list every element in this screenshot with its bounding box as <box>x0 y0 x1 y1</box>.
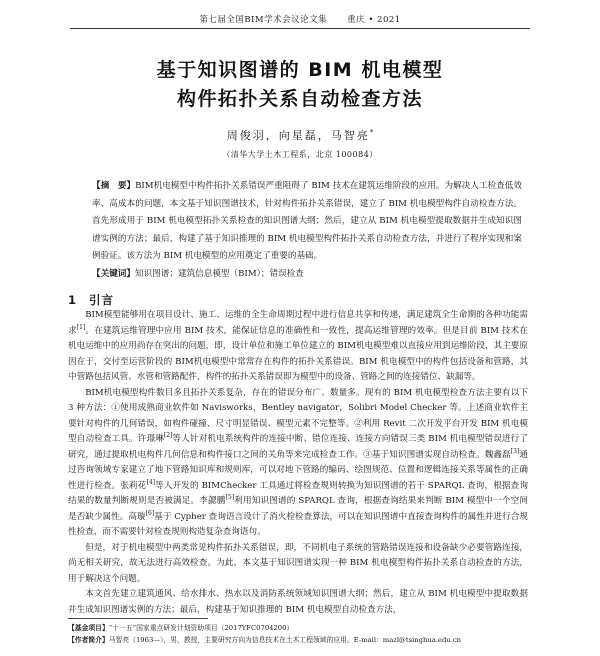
author-bio-label: 【作者简介】 <box>68 636 109 644</box>
author-list <box>0 127 600 143</box>
section-heading <box>68 292 114 308</box>
running-header <box>0 13 600 25</box>
fund-text: “十一五”国家重点研发计划资助项目（2017YFC0704200） <box>108 624 294 632</box>
fund-label: 【基金项目】 <box>68 624 109 632</box>
section-title: 引言 <box>89 293 115 307</box>
citation-ref: [3] <box>510 447 520 455</box>
keywords-text: 知识图谱；建筑信息模型（BIM）；错误检查 <box>134 269 304 279</box>
body-paragraph-2: BIM机电模型构件数目多且拓扑关系复杂，存在的错误分布广、数量多。现有的 BIM 机电模型检查方法主要有以下 3 种方法：①使用成熟商业软件如 Navisworks，Bentley navigator，Solibri Model Checker 等。上述商业软件主要针对构件的几何错误，如构件碰撞、尺寸明显错误、模型元素不完整等。②利用 Revit 二次开发平台开发 BIM 机电模型自动检查工具。许璟琳[2]等人针对机电系统构件的连接中断、错位连接、连接方向错误三类 BIM 机电模型错误进行了研究，通过提取机电构件几何信息和构件接口之间的关角等来完成检查工作。③基于知识图谱实现自动检查。魏鑫磊[3]通过咨询领域专家建立了地下管路知识库和规则库，可以对地下管路的编码、绘图规范、位置和逻辑连接关系等属性的正确性进行检查。张莉花[4]等人开发的 BIMChecker 工具通过将检查规则转换为知识图谱的若干 SPARQL 查询，根据查询结果的数量判断规则是否被满足。李勰鹏[5]利用知识图谱的 SPARQL 查询，根据查询结果来判断 BIM 模型中一个空间是否缺少属性。高璇[6]基于 Cypher 查询语言设计了消火栓检查算法，可以在知识图谱中直接查询构件的属性并进行合规性检查，而不需要针对检查规则构造复杂查询语句。 <box>68 387 528 537</box>
corresponding-author-mark: * <box>369 128 374 137</box>
footnote-rule <box>68 618 208 619</box>
citation-ref: [1] <box>76 323 86 331</box>
author-bio-footnote <box>68 634 530 646</box>
location-year: 重庆 • 2021 <box>347 15 401 25</box>
abstract <box>92 178 522 266</box>
affiliation: （清华大学土木工程系，北京 100084） <box>222 150 378 159</box>
citation-ref: [2] <box>163 432 173 440</box>
paper-title-line-1: 基于知识图谱的 BIM 机电模型 <box>156 59 444 81</box>
keywords-label: 【关键词】 <box>92 269 135 279</box>
footnotes <box>68 622 530 646</box>
body-paragraph-1: BIM模型能够用在项目设计、施工、运维的全生命周期过程中进行信息共享和传递，满足建筑全生命期的各种功能需求[1]。在建筑运维管理中应用 BIM 技术，能保证信息的准确性和一致性，提高运维管理的效率。但是目前 BIM 技术在机电运维中的应用尚存在突出的问题，即，设计单位和施工单位建立的 BIM机电模型难以直接应用到运维阶段，其主要原因在于，交付至运营阶段的 BIM机电模型中常常存在构件的拓扑关系错误。BIM 机电模型中的构件包括设备和管路，其中管路包括风管、水管和管路配件，构件的拓扑关系错误即为模型中的设备、管路之间的连接错位、缺漏等。 <box>68 310 528 382</box>
abstract-text: BIM机电模型中构件拓扑关系错误严重阻碍了 BIM 技术在建筑运维阶段的应用。为解决人工检查低效率、高成本的问题，本文基于知识图谱技术，针对构件拓扑关系错误，建立了 BIM 机电模型构件自动检查方法。首先形成用于 BIM 机电模型拓扑关系检查的知识图谱大纲；然后，建立从 BIM 机电模型提取数据并生成知识图谱实例的方法；最后，构建了基于知识推理的 BIM 机电模型构件拓扑关系自动检查方法，并进行了程序实现和案例验证。该方法为 BIM 机电模型的应用奠定了重要的基础。 <box>92 181 522 261</box>
citation-ref: [6] <box>145 509 155 517</box>
body-text <box>68 308 528 618</box>
header-rule <box>70 28 530 29</box>
author-names: 周俊羽，向星磊，马智亮 <box>226 129 370 142</box>
author-bio-text: 马智亮（1963—），男，教授，主要研究方向为信息技术在土木工程领域的应用。E-mail：mazl@tsinghua.edu.cn <box>108 636 462 644</box>
section-number: 1 <box>68 293 78 307</box>
citation-ref: [4] <box>146 478 155 486</box>
fund-footnote <box>68 622 530 634</box>
keywords <box>92 267 522 281</box>
citation-ref: [5] <box>225 494 235 502</box>
body-paragraph-3: 但是，对于机电模型中两类常见构件拓扑关系错误，即，不同机电子系统的管路错误连接和设备缺少必要管路连接，尚无相关研究，故无法进行高效检查。为此，本文基于知识图谱实现一种 BIM 机电模型构件拓扑关系自动检查的方法，用于解决这个问题。 <box>68 542 528 584</box>
conference-name: 第七届全国BIM学术会议论文集 <box>199 15 328 25</box>
body-paragraph-4: 本文首先建立建筑通风、给水排水、热水以及消防系统领域知识图谱大纲；然后，建立从 BIM 机电模型中提取数据并生成知识图谱实例的方法；最后，构建基于知识推理的 BIM 机电模型自动检查方法， <box>68 589 528 615</box>
abstract-label: 【摘 要】 <box>92 181 136 191</box>
paper-title-line-2: 构件拓扑关系自动检查方法 <box>176 88 423 110</box>
